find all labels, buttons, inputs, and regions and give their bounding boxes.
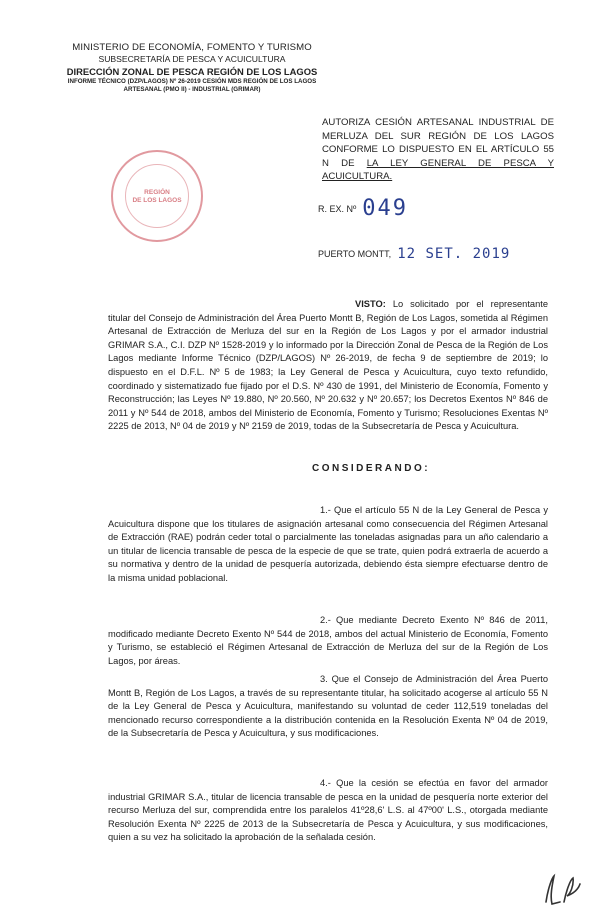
subject-part1: AUTORIZA CESIÓN ARTESANAL INDUSTRIAL DE MERLUZA DEL SUR REGIÓN DE LOS LAGOS CONFORME LO DISPUESTO EN EL ARTÍCULO 55 N DE: [322, 117, 554, 169]
official-stamp: [111, 150, 203, 242]
resolution-subject: [322, 116, 554, 184]
informe-ref-line2: ARTESANAL (PMO II) - INDUSTRIAL (GRIMAR): [123, 86, 261, 93]
direccion-name: DIRECCIÓN ZONAL DE PESCA REGIÓN DE LOS LAGOS: [66, 66, 318, 77]
date-stamp: 12 SET. 2019: [397, 246, 511, 262]
considerando-paragraph-3: 3. Que el Consejo de Administración del Área Puerto Montt B, Región de Los Lagos, a través de su representante titular, ha solicitado acogerse al artículo 55 N de la Ley General de Pesca y Acuicultura, manifestando su voluntad de ceder 112,519 toneladas del mencionado recurso correspondiente a la distribución contenida en la Resolución Exenta Nº 04 de 2019, de la Subsecretaría de Pesca y Acuicultura, y sus modificaciones.: [108, 674, 548, 739]
visto-paragraph: [108, 298, 548, 434]
resolution-label: R. EX. Nº: [318, 204, 357, 214]
subsecretaria-name: SUBSECRETARÍA DE PESCA Y ACUICULTURA: [98, 54, 286, 64]
visto-text: Lo solicitado por el representante titular del Consejo de Administración del Área Puerto Montt B, Región de Los Lagos, sometida al Régimen Artesanal de Extracción de Merluza del sur en la Región de Los Lagos y por el armador industrial GRIMAR S.A., C.I. DZP Nº 1528-2019 y lo informado por la Dirección Zonal de Pesca de la Región de Los Lagos mediante Informe Técnico (DZP/LAGOS) Nº 26-2019, de fecha 9 de septiembre de 2019; lo dispuesto en el D.F.L. Nº 5 de 1983; la Ley General de Pesca y Acuicultura, cuyo texto refundido, coordinado y sistematizado fue fijado por el D.S. Nº 430 de 1991, del Ministerio de Economía, Fomento y Reconstrucción; las Leyes Nº 19.880, Nº 20.560, Nº 20.632 y Nº 20.657; los Decretos Exentos Nº 846 de 2011 y Nº 544 de 2018, ambos del Ministerio de Economía, Fomento y Turismo; Resoluciones Exentas Nº 2225 de 2013, Nº 04 de 2019 y Nº 2159 de 2019, todas de la Subsecretaría de Pesca y Acuicultura.: [108, 299, 548, 432]
resolution-number-value: 049: [362, 196, 409, 221]
stamp-text: REGIÓN DE LOS LAGOS: [132, 189, 182, 204]
visto-lead: VISTO:: [355, 299, 386, 309]
considerando-paragraph-4: 4.- Que la cesión se efectúa en favor del armador industrial GRIMAR S.A., titular de licencia transable de pesca en la unidad de pesquería norte exterior del recurso Merluza del sur, comprendida entre los paralelos 41º28,6' L.S. al 47º00' L.S., otorgada mediante Resolución Exenta Nº 2225 de 2013 de la Subsecretaría de Pesca y Acuicultura, y sus modificaciones, quien a su vez ha solicitado la aprobación de la señalada cesión.: [108, 778, 548, 843]
place-date: [318, 246, 510, 262]
initials-signature: [540, 872, 584, 910]
ministry-name: MINISTERIO DE ECONOMÍA, FOMENTO Y TURISMO: [72, 42, 312, 53]
considerando-paragraph-2: 2.- Que mediante Decreto Exento Nº 846 de 2011, modificado mediante Decreto Exento Nº 544 de 2018, ambos del actual Ministerio de Economía, Fomento y Turismo, se estableció el Régimen Artesanal de Extracción de Merluza del sur de la Región de Los Lagos, por áreas.: [108, 615, 548, 666]
informe-ref-line1: INFORME TÉCNICO (DZP/LAGOS) Nº 26-2019 CESIÓN MDS REGIÓN DE LOS LAGOS: [67, 78, 317, 85]
considerando-title: CONSIDERANDO:: [312, 463, 431, 474]
letterhead: [52, 42, 332, 94]
resolution-number: [318, 196, 408, 221]
considerando-paragraph-1: 1.- Que el artículo 55 N de la Ley General de Pesca y Acuicultura dispone que los titulares de asignación artesanal como consecuencia del Régimen Artesanal de Extracción (RAE) podrán ceder total o parcialmente las toneladas asignadas para un año calendario a un titular de licencia transable de pesca de la especie de que se trate, quien podrá extraerla de acuerdo a su normativa y dentro de la unidad de pesquería autorizada, debiendo ésta siempre efectuarse dentro de la misma unidad poblacional.: [108, 505, 548, 583]
place-text: PUERTO MONTT,: [318, 249, 392, 259]
subject-part2: LA LEY GENERAL DE PESCA Y ACUICULTURA.: [322, 157, 554, 182]
